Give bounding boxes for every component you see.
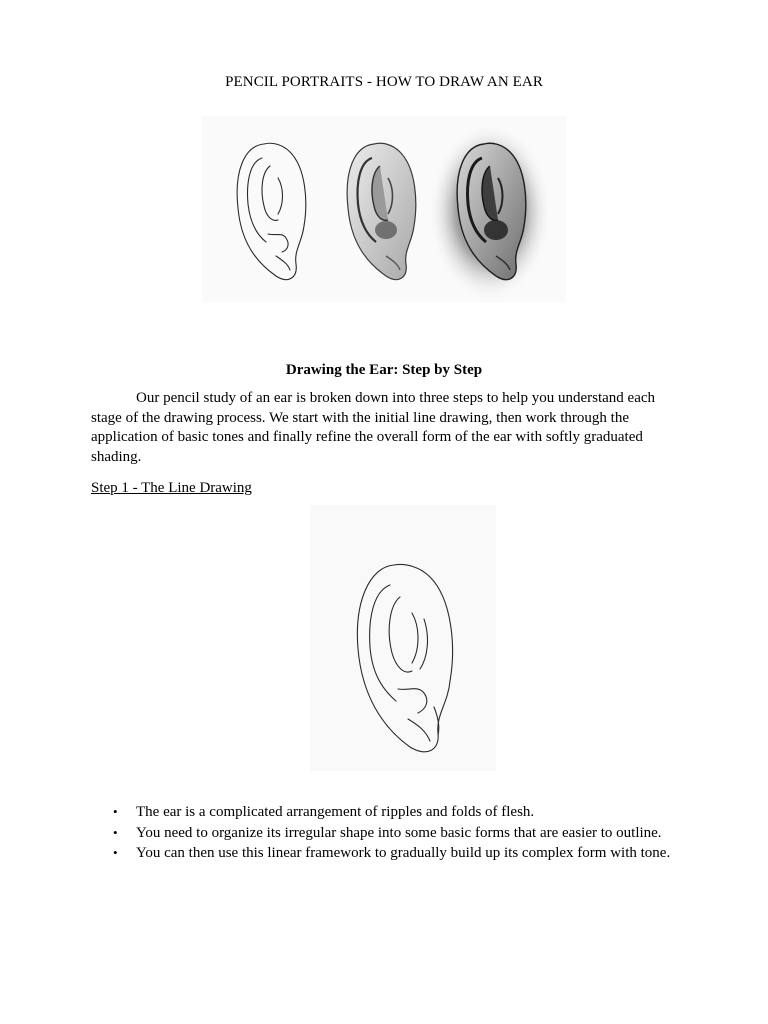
ear-line-drawing <box>237 143 306 279</box>
list-item <box>91 843 711 864</box>
section-heading: Drawing the Ear: Step by Step <box>285 362 483 378</box>
intro-paragraph: Our pencil study of an ear is broken down into three steps to help you understand each stage of the drawing process. We start with the initial line drawing, then work through the application of basic tones and finally refine the overall form of the ear with softly graduated shading. <box>91 390 656 465</box>
ear-refined-shading <box>428 122 552 302</box>
list-item-text: You can then use this linear framework to gradually build up its complex form with tone. <box>136 845 671 861</box>
page-title: PENCIL PORTRAITS - HOW TO DRAW AN EAR <box>225 74 543 90</box>
step-1-bullet-list <box>91 802 711 864</box>
step-1-line-drawing-illustration <box>310 505 496 771</box>
list-item-text: You need to organize its irregular shape into some basic forms that are easier to outline. <box>136 824 662 841</box>
bullet-icon: • <box>113 804 118 819</box>
list-item <box>91 802 711 823</box>
step-1-heading: Step 1 - The Line Drawing <box>91 480 252 496</box>
three-step-ear-illustration <box>202 116 566 302</box>
list-item <box>91 823 711 844</box>
ear-basic-tones <box>347 143 416 279</box>
list-item-text: The ear is a complicated arrangement of ripples and folds of flesh. <box>136 804 535 820</box>
bullet-icon: • <box>113 845 118 860</box>
bullet-icon: • <box>113 824 118 840</box>
